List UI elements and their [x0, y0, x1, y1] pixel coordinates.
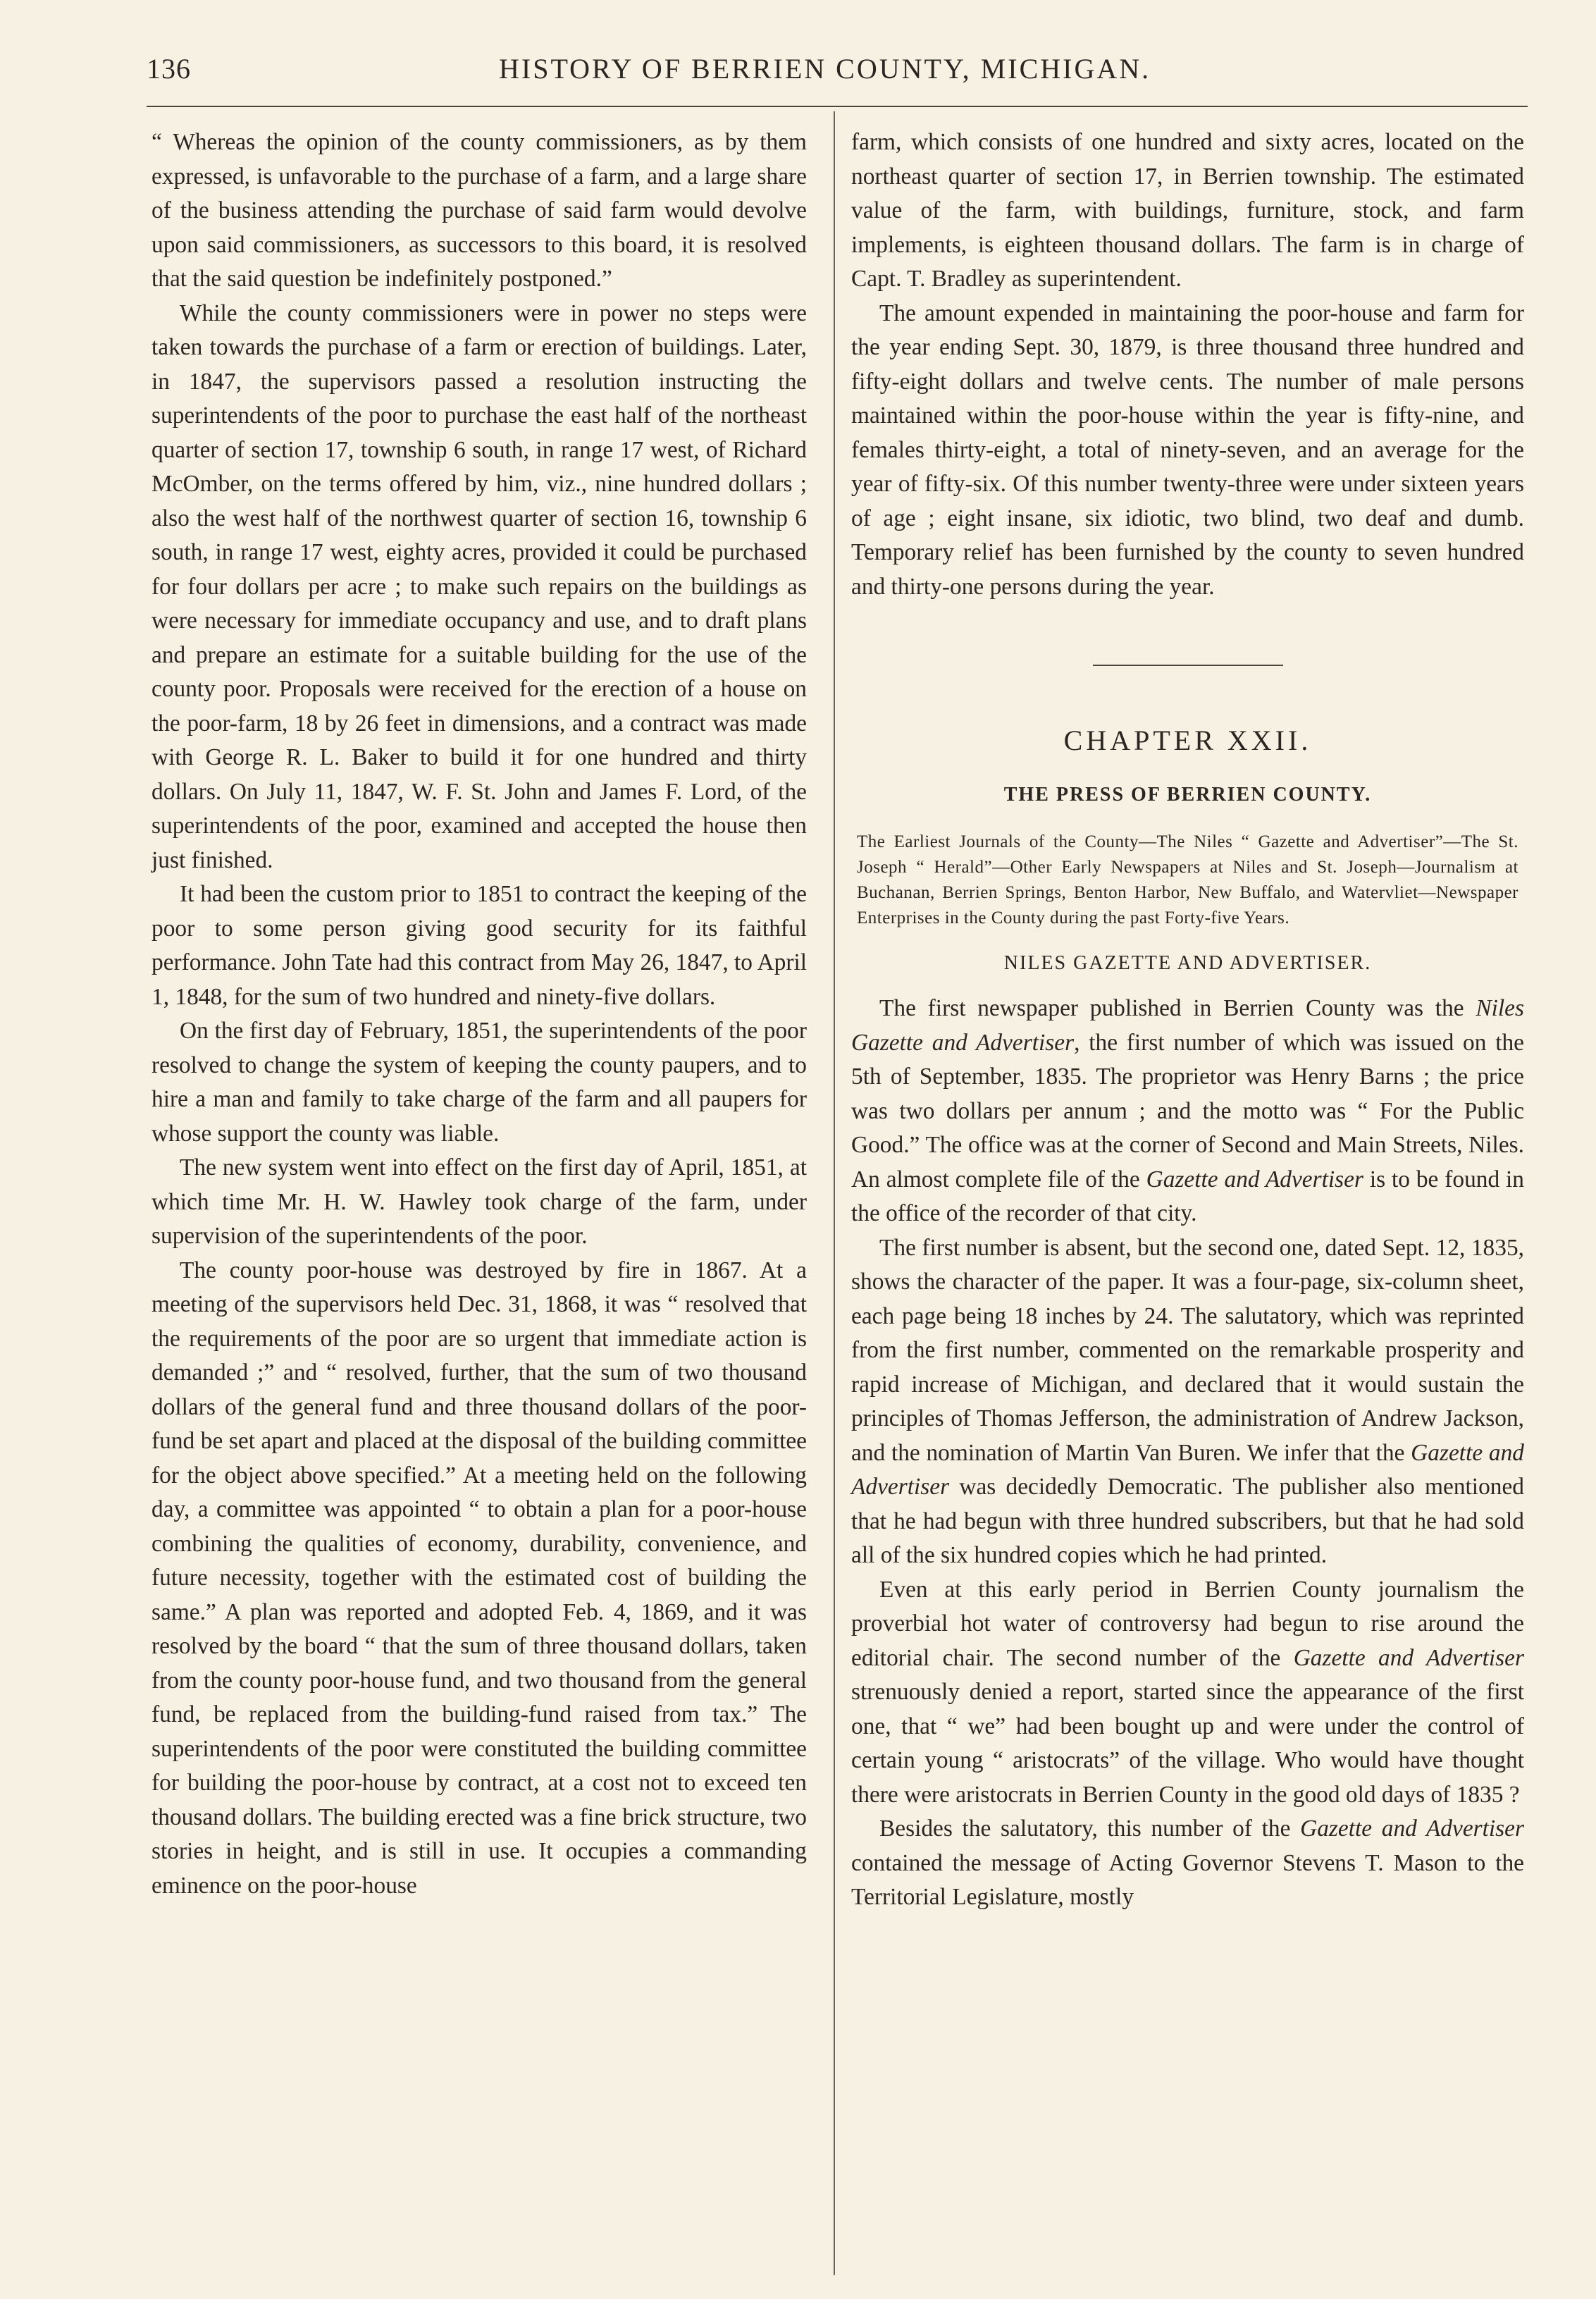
text-run: contained the message of Acting Governor Stevens T. Mason to the Territorial Legislature, mostly: [851, 1849, 1524, 1910]
paragraph: The amount expended in maintaining the poor-house and farm for the year ending Sept. 30, 1879, is three thousand three hundred and fifty-eight dollars and twelve cents. The number of male persons maintained within the poor-house within the year is fifty-nine, and females thirty-eight, a total of ninety-seven, and an average for the year of fifty-six. Of this number twenty-three were under sixteen years of age ; eight insane, six idiotic, two blind, two deaf and dumb. Temporary relief has been furnished by the county to seven hundred and thirty-one persons during the year.: [851, 300, 1524, 600]
text-run: is to be found in the office of the recorder of that city.: [851, 1166, 1525, 1226]
page-number: 136: [147, 53, 191, 85]
column-divider: [834, 111, 835, 2275]
text-run: Besides the salutatory, this number of the: [879, 1816, 1301, 1842]
paragraph: The county poor-house was destroyed by fire in 1867. At a meeting of the supervisors held Dec. 31, 1868, it was “ resolved that the requirements of the poor are so urgent that immediate action is demanded ;” and “ resolved, further, that the sum of two thousand dollars of the general fund and three thousand dollars of the poor-fund be set apart and placed at the disposal of the building committee for the object above specified.” At a meeting held on the following day, a committee was appointed “ to obtain a plan for a poor-house combining the qualities of economy, durability, convenience, and future necessity, together with the estimated cost of building the same.” A plan was reported and adopted Feb. 4, 1869, and it was resolved by the board “ that the sum of three thousand dollars, taken from the county poor-house fund, and two thousand from the general fund, be replaced from the building-fund raised from tax.” The superintendents of the poor were constituted the building committee for building the poor-house by contract, at a cost not to exceed ten thousand dollars. The building erected was a fine brick structure, two stories in height, and is still in use. It occupies a commanding eminence on the poor-house: [151, 1257, 807, 1899]
text-run: The first newspaper published in Berrien County was the: [879, 995, 1476, 1021]
paragraph: The new system went into effect on the first day of April, 1851, at which time Mr. H. W. Hawley took charge of the farm, under supervision of the superintendents of the poor.: [151, 1154, 807, 1249]
chapter-summary: The Earliest Journals of the County—The Niles “ Gazette and Advertiser”—The St. Joseph “ Herald”—Other Early Newspapers at Niles and St. Joseph—Journalism at Buchanan, Berrien Springs, Benton Harbor, New Buffalo, and Watervliet—Newspaper Enterprises in the County during the past Forty-five Years.: [857, 832, 1518, 927]
paragraph: While the county commissioners were in power no steps were taken towards the purchase of a farm or erection of buildings. Later, in 1847, the supervisors passed a resolution instructing the superintendents of the poor to purchase the east half of the northeast quarter of section 17, township 6 south, in range 17 west, of Richard McOmber, on the terms offered by him, viz., nine hundred dollars ; also the west half of the northwest quarter of section 16, township 6 south, in range 17 west, eighty acres, provided it could be purchased for four dollars per acre ; to make such repairs on the buildings as were necessary for immediate occupancy and use, and to draft plans and prepare an estimate for a suitable building for the use of the county poor. Proposals were received for the erection of a house on the poor-farm, 18 by 26 feet in dimensions, and a contract was made with George R. L. Baker to build it for one hundred and thirty dollars. On July 11, 1847, W. F. St. John and James F. Lord, of the superintendents of the poor, examined and accepted the house then just finished.: [151, 300, 807, 873]
left-column: [151, 125, 807, 1903]
running-head-title: HISTORY OF BERRIEN COUNTY, MICHIGAN.: [499, 53, 1151, 85]
section-divider: [1093, 665, 1283, 666]
newspaper-title: Niles Gazette and Advertiser: [851, 995, 1524, 1056]
text-run: The first number is absent, but the second one, dated Sept. 12, 1835, shows the character of the paper. It was a four-page, six-column sheet, each page being 18 inches by 24. The salutatory, which was reprinted from the first number, commented on the remarkable prosperity and rapid increase of Michigan, and declared that it would sustain the principles of Thomas Jefferson, the administration of Andrew Jackson, and the nomination of Martin Van Buren. We infer that the: [851, 1234, 1524, 1466]
text-run: was decidedly Democratic. The publisher also mentioned that he had begun with three hundred subscribers, but that he had sold all of the six hundred copies which he had printed.: [851, 1474, 1524, 1568]
paragraph: “ Whereas the opinion of the county commissioners, as by them expressed, is unfavorable to the purchase of a farm, and a large share of the business attending the purchase of said farm would devolve upon said commissioners, as successors to this board, it is resolved that the said question be indefinitely postponed.”: [151, 129, 807, 292]
text-run: Even at this early period in Berrien County journalism the proverbial hot water of controversy had begun to rise around the editorial chair. The second number of the: [851, 1576, 1524, 1671]
paragraph: It had been the custom prior to 1851 to contract the keeping of the poor to some person giving good security for its faithful performance. John Tate had this contract from May 26, 1847, to April 1, 1848, for the sum of two hundred and ninety-five dollars.: [151, 881, 807, 1010]
newspaper-title: Gazette and Advertiser: [851, 1439, 1524, 1500]
section-heading: NILES GAZETTE AND ADVERTISER.: [1003, 952, 1372, 974]
paragraph: On the first day of February, 1851, the superintendents of the poor resolved to change the system of keeping the county paupers, and to hire a man and family to take charge of the farm and all paupers for whose support the county was liable.: [151, 1018, 807, 1147]
chapter-subtitle: THE PRESS OF BERRIEN COUNTY.: [1003, 784, 1372, 806]
newspaper-title: Gazette and Advertiser: [1300, 1816, 1524, 1842]
paragraph: [851, 1231, 1524, 1573]
newspaper-title: Gazette and Advertiser: [1146, 1166, 1363, 1192]
header-rule: [147, 106, 1528, 107]
running-head: [147, 44, 1528, 86]
right-column: [851, 125, 1524, 1915]
paragraph: [851, 1812, 1524, 1915]
chapter-title: CHAPTER XXII.: [1063, 725, 1312, 756]
newspaper-title: Gazette and Advertiser: [1293, 1644, 1524, 1671]
text-run: , the first number of which was issued on the 5th of September, 1835. The proprietor was Henry Barns ; the price was two dollars per annum ; and the motto was “ For the Public Good.” The office was at the corner of Second and Main Streets, Niles. An almost complete file of the: [851, 1029, 1525, 1192]
text-run: strenuously denied a report, started since the appearance of the first one, that “ we” had been bought up and were under the control of certain young “ aristocrats” of the village. Who would have thought there were aristocrats in Berrien County in the good old days of 1835 ?: [851, 1679, 1524, 1808]
paragraph: farm, which consists of one hundred and sixty acres, located on the northeast quarter of section 17, in Berrien township. The estimated value of the farm, with buildings, furniture, stock, and farm implements, is eighteen thousand dollars. The farm is in charge of Capt. T. Bradley as superintendent.: [851, 129, 1524, 292]
paragraph: [851, 992, 1524, 1231]
paragraph: [851, 1573, 1524, 1813]
